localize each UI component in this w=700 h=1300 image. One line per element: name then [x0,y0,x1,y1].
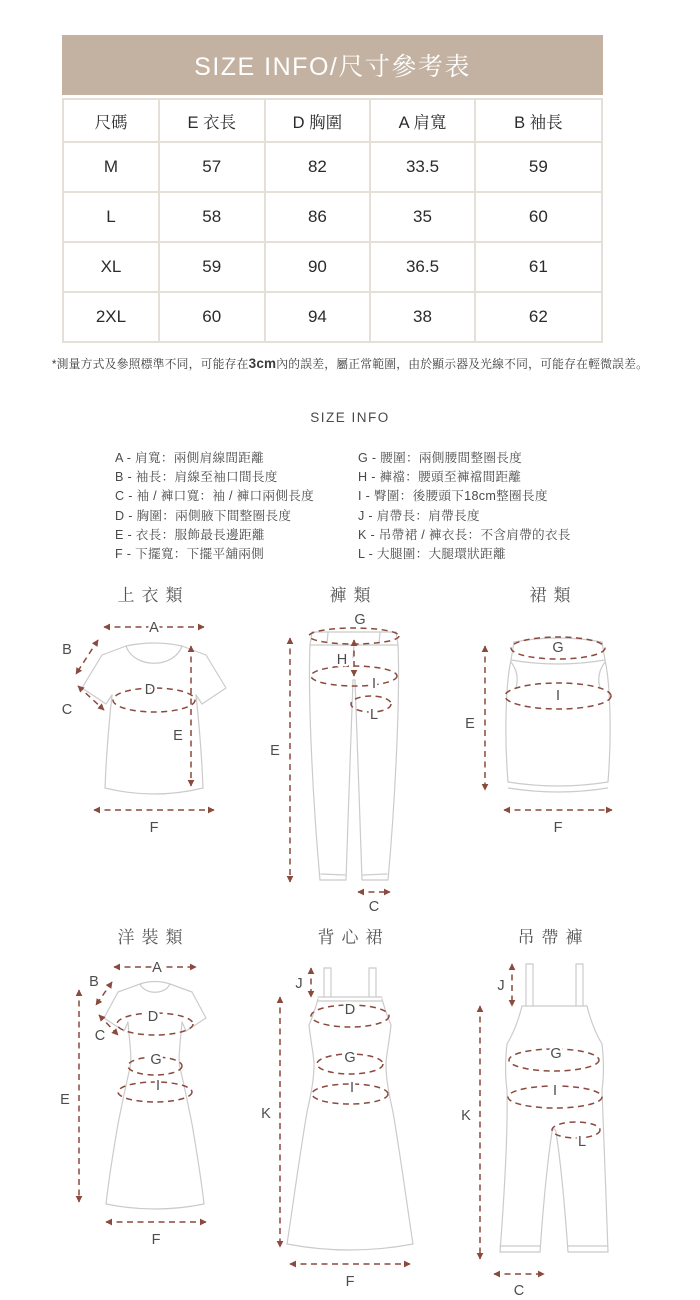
measure-label-h: H [336,652,348,669]
size-cell: 94 [265,292,371,342]
measure-label-d: D [147,1009,159,1026]
measure-label-e: E [173,728,183,745]
size-cell: M [63,142,159,192]
measure-label-k: K [261,1106,271,1123]
size-cell: 61 [475,242,602,292]
note-prefix: *測量方式及參照標準不同，可能存在 [51,357,249,371]
definition-item: D - 胸圍：兩側腋下間整圈長度 [115,508,292,523]
definition-item: E - 衣長：服飾最長邊距離 [115,527,265,542]
table-row [63,242,602,292]
size-col-header: D 胸圍 [265,99,371,142]
measure-label-i: I [555,688,561,705]
measure-label-f: F [151,1232,161,1249]
definition-item: G - 腰圍：兩側腰間整圈長度 [358,451,523,465]
definition-item: C - 袖 / 褲口寬：袖 / 褲口兩側長度 [115,489,315,504]
measure-label-c: C [368,899,380,913]
measure-label-k: K [461,1108,471,1125]
definition-item: A - 肩寬：兩側肩線間距離 [115,451,265,465]
size-cell: 82 [265,142,371,192]
vest-dress-diagram [250,954,450,1299]
measure-label-j: J [497,978,505,995]
size-cell: XL [63,242,159,292]
tops-diagram [50,612,250,912]
measure-label-b: B [62,642,72,659]
size-cell: 60 [475,192,602,242]
measure-label-c: C [513,1283,525,1300]
diagram-title-overalls: 吊帶褲 [517,928,590,948]
size-cell: 86 [265,192,371,242]
measure-label-i: I [155,1078,161,1095]
diagram-cell-tops [50,584,250,912]
garment-outline [82,643,226,794]
diagram-cell-overalls [450,912,650,1299]
measure-label-i: I [349,1080,355,1097]
diagram-title-dresses: 洋裝類 [117,928,190,948]
overalls-diagram [450,954,650,1299]
definition-item: L - 大腿圍：大腿環狀距離 [358,547,506,562]
diagram-cell-pants [250,584,450,912]
size-col-header: E 衣長 [159,99,265,142]
measure-label-g: G [550,1046,562,1063]
size-cell: 33.5 [370,142,475,192]
measure-label-a: A [149,620,159,637]
measure-label-f: F [553,820,563,837]
measure-label-b: B [89,974,99,991]
measure-label-c: C [94,1028,106,1045]
pants-diagram [250,612,450,912]
measurement-lines [461,964,602,1299]
measure-label-g: G [344,1050,356,1067]
diagram-cell-dresses [50,912,250,1299]
size-table [62,98,603,343]
definition-item: J - 肩帶長：肩帶長度 [358,508,480,523]
measure-label-g: G [552,640,564,657]
size-cell: 62 [475,292,602,342]
definition-item: K - 吊帶裙 / 褲衣長：不含肩帶的衣長 [358,527,571,542]
diagram-title-vest-dress: 背心裙 [317,928,390,948]
garment-diagram-grid [50,584,650,1299]
measure-label-d: D [144,682,156,699]
measurement-lines [465,637,612,836]
size-cell: 58 [159,192,265,242]
size-cell: 90 [265,242,371,292]
size-cell: 60 [159,292,265,342]
measure-label-i: I [371,676,377,693]
definitions-right-column [358,449,601,564]
dresses-diagram [50,954,250,1254]
size-cell: 2XL [63,292,159,342]
measure-label-e: E [60,1092,70,1109]
measure-label-i: I [552,1083,558,1100]
garment-outline [506,638,610,792]
size-table-block [62,35,603,343]
measure-label-d: D [344,1002,356,1019]
size-cell: 57 [159,142,265,192]
measure-label-g: G [354,612,366,629]
table-row [63,292,602,342]
size-cell: 38 [370,292,475,342]
measure-label-a: A [152,960,162,977]
size-col-header: A 肩寬 [370,99,475,142]
measurement-lines [270,612,399,912]
measure-label-g: G [150,1052,162,1069]
diagram-cell-vest-dress [250,912,450,1299]
measure-label-e: E [270,743,280,760]
measurement-definitions [115,449,700,564]
table-row [63,192,602,242]
measure-label-j: J [295,976,303,993]
measurement-lines [62,620,214,836]
table-row [63,142,602,192]
diagram-title-pants: 褲類 [329,586,378,606]
size-col-header: B 袖長 [475,99,602,142]
measure-label-l: L [369,707,379,724]
size-info-heading: SIZE INFO [310,410,390,425]
note-strong: 3cm [248,356,277,371]
definition-item: F - 下擺寬：下擺平舖兩側 [115,547,265,562]
size-cell: 35 [370,192,475,242]
definition-item: B - 袖長：肩線至袖口間長度 [115,470,278,485]
measurement-lines [60,960,206,1248]
size-cell: 59 [159,242,265,292]
measure-label-f: F [345,1274,355,1291]
size-table-title: SIZE INFO/尺寸參考表 [62,35,603,95]
definitions-left-column [115,449,358,564]
diagram-cell-skirts [450,584,650,912]
measure-label-e: E [465,716,475,733]
size-col-header: 尺碼 [63,99,159,142]
definition-item: H - 褲襠：腰頭至褲襠間距離 [358,470,522,485]
measure-label-f: F [149,820,159,837]
skirts-diagram [450,612,650,912]
size-cell: 59 [475,142,602,192]
diagram-title-skirts: 裙類 [529,586,578,606]
note-suffix: 內的誤差，屬正常範圍，由於顯示器及光線不同，可能存在輕微誤差。 [276,357,649,371]
size-cell: 36.5 [370,242,475,292]
measure-label-l: L [577,1134,587,1151]
size-cell: L [63,192,159,242]
measure-label-c: C [61,702,73,719]
definition-item: I - 臀圍：後腰頭下18cm整圈長度 [358,489,548,504]
measurement-note [0,355,700,372]
diagram-title-tops: 上衣類 [117,586,190,606]
garment-outline [500,964,608,1252]
table-header-row [63,99,602,142]
